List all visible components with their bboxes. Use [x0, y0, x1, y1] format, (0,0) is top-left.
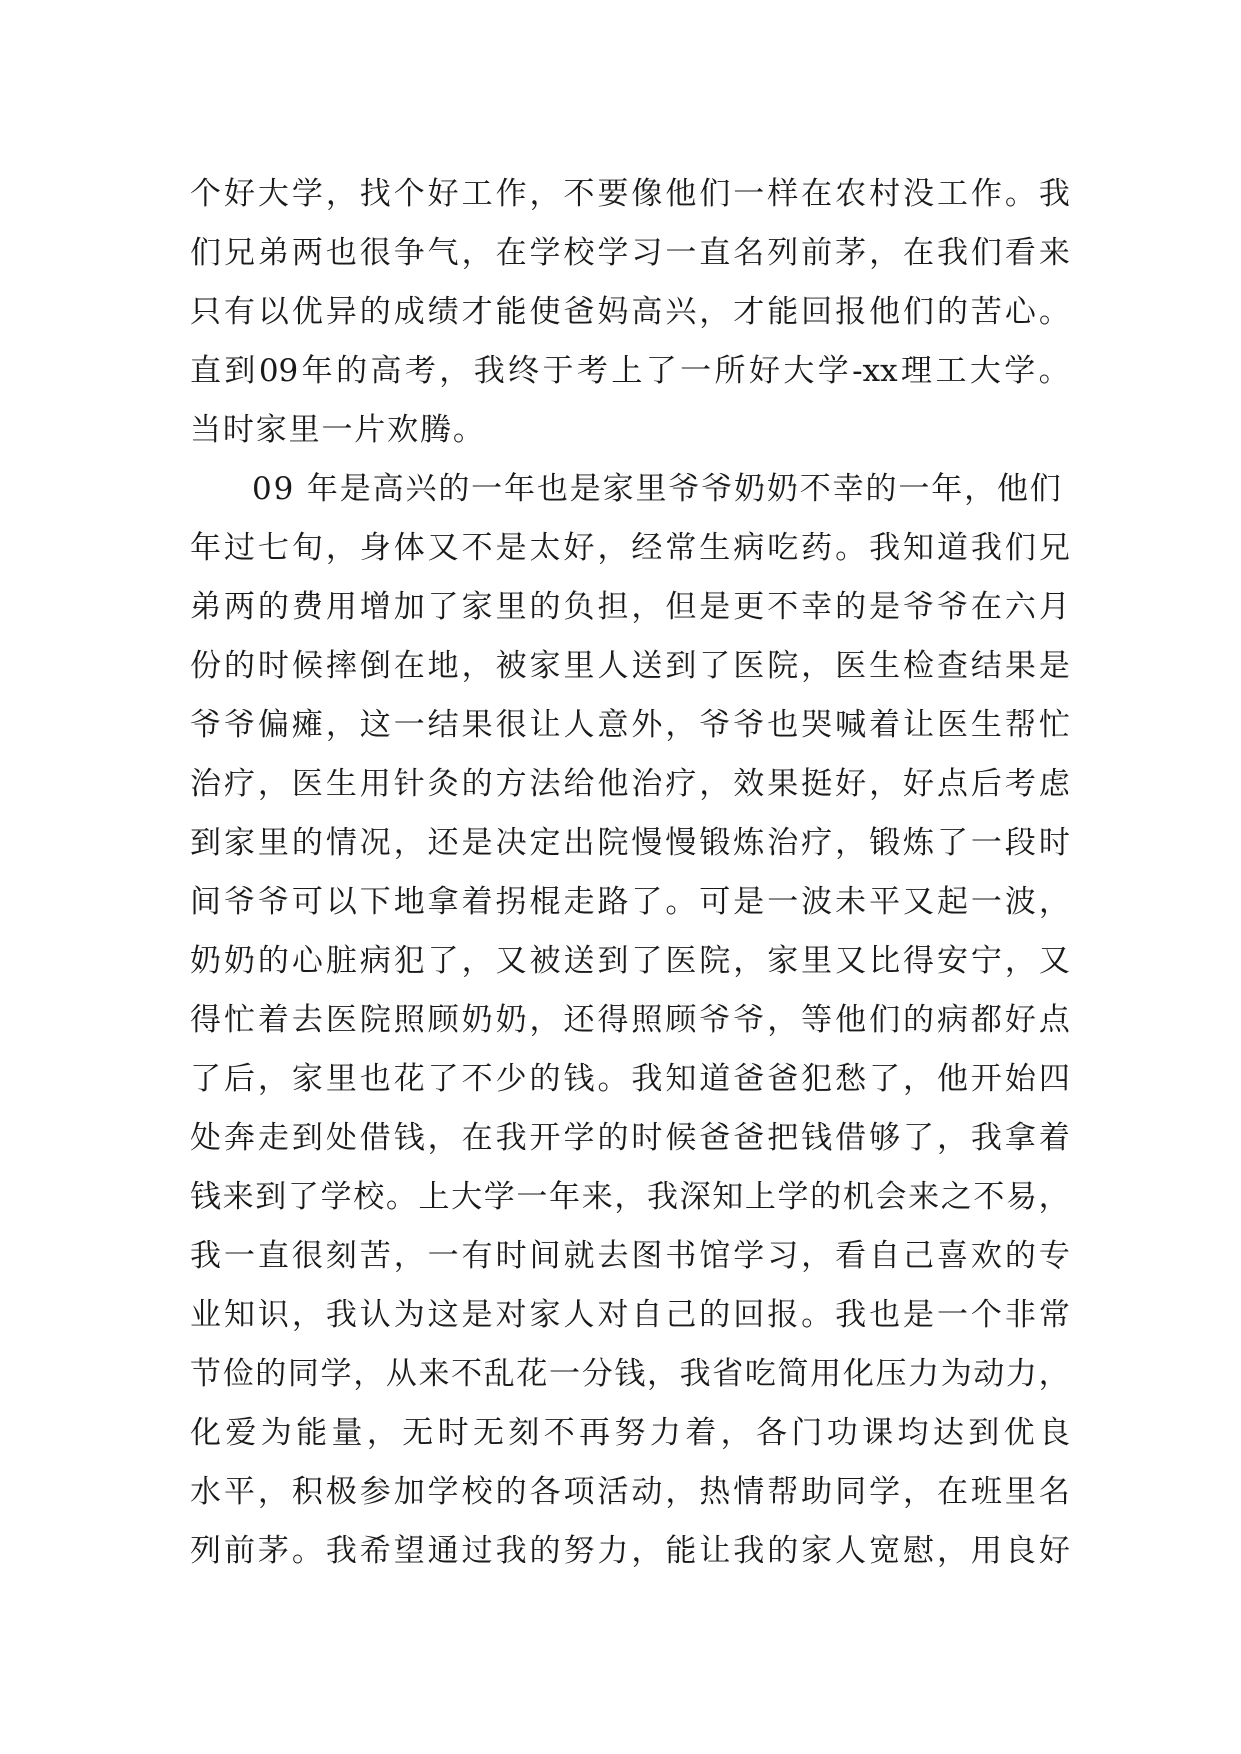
text-line: 直 到 09 年 的 高 考 ， 我 终 于 考 上 了 一 所 好 大 学 -xx 理 工 大 学 。 — [190, 353, 1070, 389]
text-line: 化 爱 为 能 量 ， 无 时 无 刻 不 再 努 力 着 ， 各 门 功 课 均 达 到 优 良 — [190, 1415, 1070, 1451]
text-line: 节 俭 的 同 学 ， 从 来 不 乱 花 一 分 钱 ， 我 省 吃 简 用 化 压 力 为 动 力 ， — [190, 1356, 1070, 1392]
text-line: 爷 爷 偏 瘫 ， 这 一 结 果 很 让 人 意 外 ， 爷 爷 也 哭 喊 着 让 医 生 帮 忙 — [190, 707, 1070, 743]
text-line: 奶 奶 的 心 脏 病 犯 了 ， 又 被 送 到 了 医 院 ， 家 里 又 比 得 安 宁 ， 又 — [190, 943, 1070, 979]
text-line: 间 爷 爷 可 以 下 地 拿 着 拐 棍 走 路 了 。 可 是 一 波 未 平 又 起 一 波 ， — [190, 884, 1070, 920]
text-line: 了 后 ， 家 里 也 花 了 不 少 的 钱 。 我 知 道 爸 爸 犯 愁 了 ， 他 开 始 四 — [190, 1061, 1070, 1097]
text-line: 只 有 以 优 异 的 成 绩 才 能 使 爸 妈 高 兴 ， 才 能 回 报 他 们 的 苦 心 。 — [190, 294, 1070, 330]
text-line: 水 平 ， 积 极 参 加 学 校 的 各 项 活 动 ， 热 情 帮 助 同 学 ， 在 班 里 名 — [190, 1474, 1070, 1510]
text-line: 份 的 时 候 摔 倒 在 地 ， 被 家 里 人 送 到 了 医 院 ， 医 生 检 查 结 果 是 — [190, 648, 1070, 684]
text-line: 们 兄 弟 两 也 很 争 气 ， 在 学 校 学 习 一 直 名 列 前 茅 ， 在 我 们 看 来 — [190, 235, 1070, 271]
text-line: 年 过 七 旬 ， 身 体 又 不 是 太 好 ， 经 常 生 病 吃 药 。 我 知 道 我 们 兄 — [190, 530, 1070, 566]
text-line-indented: 09 年是高兴的一年也是家里爷爷奶奶不幸的一年，他们 — [252, 471, 1063, 507]
text-line: 治 疗 ， 医 生 用 针 灸 的 方 法 给 他 治 疗 ， 效 果 挺 好 ， 好 点 后 考 虑 — [190, 766, 1070, 802]
text-line: 弟 两 的 费 用 增 加 了 家 里 的 负 担 ， 但 是 更 不 幸 的 是 爷 爷 在 六 月 — [190, 589, 1070, 625]
text-line: 到 家 里 的 情 况 ， 还 是 决 定 出 院 慢 慢 锻 炼 治 疗 ， 锻 炼 了 一 段 时 — [190, 825, 1070, 861]
text-line: 业 知 识 ， 我 认 为 这 是 对 家 人 对 自 己 的 回 报 。 我 也 是 一 个 非 常 — [190, 1297, 1070, 1333]
text-line: 处 奔 走 到 处 借 钱 ， 在 我 开 学 的 时 候 爸 爸 把 钱 借 够 了 ， 我 拿 着 — [190, 1120, 1070, 1156]
text-line: 当时家里一片欢腾。 — [190, 412, 486, 448]
text-line: 得 忙 着 去 医 院 照 顾 奶 奶 ， 还 得 照 顾 爷 爷 ， 等 他 们 的 病 都 好 点 — [190, 1002, 1070, 1038]
text-line: 钱 来 到 了 学 校 。 上 大 学 一 年 来 ， 我 深 知 上 学 的 机 会 来 之 不 易 ， — [190, 1179, 1070, 1215]
text-line: 个 好 大 学 ， 找 个 好 工 作 ， 不 要 像 他 们 一 样 在 农 村 没 工 作 。 我 — [190, 176, 1070, 212]
text-line: 我 一 直 很 刻 苦 ， 一 有 时 间 就 去 图 书 馆 学 习 ， 看 自 己 喜 欢 的 专 — [190, 1238, 1070, 1274]
body-text — [190, 165, 1070, 1581]
text-line: 列 前 茅 。 我 希 望 通 过 我 的 努 力 ， 能 让 我 的 家 人 宽 慰 ， 用 良 好 — [190, 1533, 1070, 1569]
